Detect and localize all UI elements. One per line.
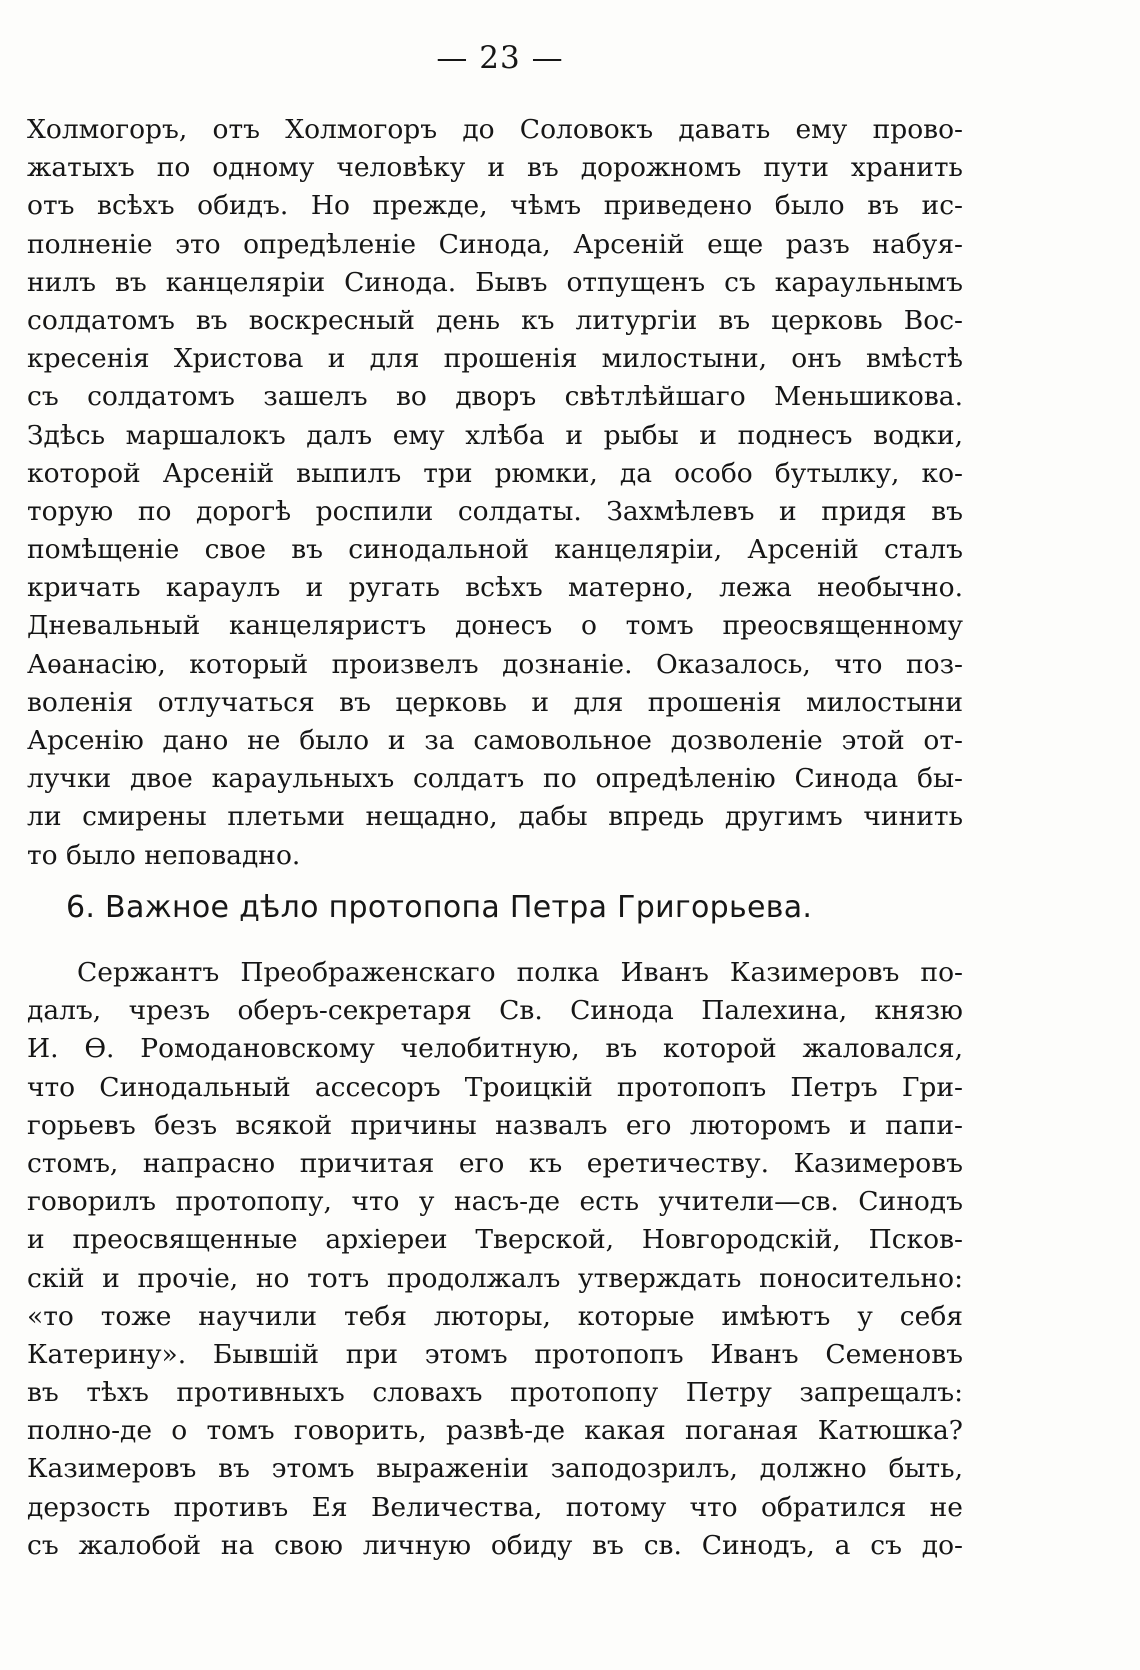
text-line: далъ, чрезъ оберъ-секретаря Св. Синода Палехина, князю xyxy=(27,995,963,1027)
text-line: которой Арсеній выпилъ три рюмки, да особо бутылку, ко- xyxy=(27,457,963,489)
text-line: нилъ въ канцеляріи Синода. Бывъ отпущенъ съ караульнымъ xyxy=(27,266,963,298)
text-line: скій и прочіе, но тотъ продолжалъ утверждать поносительно: xyxy=(27,1262,963,1294)
text-line: горьевъ безъ всякой причины назвалъ его люторомъ и папи- xyxy=(27,1109,963,1141)
text-line: Катерину». Бывшій при этомъ протопопъ Иванъ Семеновъ xyxy=(27,1338,963,1370)
text-line: съ солдатомъ зашелъ во дворъ свѣтлѣйшаго Меньшикова. xyxy=(27,381,963,413)
text-line: Арсенію дано не было и за самовольное дозволеніе этой от- xyxy=(27,725,963,756)
text-line: Холмогоръ, отъ Холмогоръ до Соловокъ давать ему прово- xyxy=(27,114,963,145)
text-line: съ жалобой на свою личную обиду въ св. Синодъ, а съ до- xyxy=(27,1529,963,1561)
text-line: отъ всѣхъ обидъ. Но прежде, чѣмъ приведено было въ ис- xyxy=(27,190,963,222)
text-line: жатыхъ по одному человѣку и въ дорожномъ пути хранить xyxy=(27,152,963,184)
text-line: Казимеровъ въ этомъ выраженіи заподозрилъ, должно быть, xyxy=(27,1453,963,1485)
text-line: И. Ѳ. Ромодановскому челобитную, въ которой жаловался, xyxy=(27,1033,963,1065)
text-line: лучки двое караульныхъ солдатъ по опредѣленію Синода бы- xyxy=(27,763,963,795)
text-line: въ тѣхъ противныхъ словахъ протопопу Петру запрещалъ: xyxy=(27,1377,963,1409)
text-line: кричать караулъ и ругать всѣхъ матерно, лежа необычно. xyxy=(27,572,963,604)
text-line: солдатомъ въ воскресный день къ литургіи въ церковь Вос- xyxy=(27,304,963,336)
text-line: Аѳанасію, который произвелъ дознаніе. Оказалось, что поз- xyxy=(27,648,963,680)
text-line: дерзость противъ Ея Величества, потому что обратился не xyxy=(27,1491,963,1523)
paragraph-2 xyxy=(27,954,963,1565)
text-line: то было неповадно. xyxy=(27,839,301,871)
text-line: торую по дорогѣ роспили солдаты. Захмѣлевъ и придя въ xyxy=(27,495,963,527)
text-line: помѣщеніе свое въ синодальной канцеляріи, Арсеній сталъ xyxy=(27,534,963,566)
text-line: Сержантъ Преображенскаго полка Иванъ Казимеровъ по- xyxy=(77,957,963,988)
text-line: Здѣсь маршалокъ далъ ему хлѣба и рыбы и поднесъ водки, xyxy=(27,419,963,451)
text-line: ли смирены плетьми нещадно, дабы впредь другимъ чинить xyxy=(27,801,963,833)
text-line: что Синодальный ассесоръ Троицкій протопопъ Петръ Гри- xyxy=(27,1071,963,1103)
text-line: полно-де о томъ говорить, развѣ-де какая поганая Катюшка? xyxy=(27,1415,963,1447)
text-line: и преосвященные архіереи Тверской, Новгородскій, Псков- xyxy=(27,1224,963,1256)
text-line: «то тоже научили тебя люторы, которые имѣютъ у себя xyxy=(27,1300,963,1332)
text-line: говорилъ протопопу, что у насъ-де есть учители—св. Синодъ xyxy=(27,1186,963,1218)
text-line: стомъ, напрасно причитая его къ еретичеству. Казимеровъ xyxy=(27,1147,963,1179)
text-line: воленія отлучаться въ церковь и для прошенія милостыни xyxy=(27,686,963,718)
text-line: кресенія Христова и для прошенія милостыни, онъ вмѣстѣ xyxy=(27,343,963,375)
text-line: полненіе это опредѣленіе Синода, Арсеній еще разъ набуя- xyxy=(27,228,963,260)
paragraph-1 xyxy=(27,111,963,875)
text-line: Дневальный канцеляристъ донесъ о томъ преосвященному xyxy=(27,610,963,642)
page-number: — 23 — xyxy=(436,40,564,76)
section-heading: 6. Важное дѣло протопопа Петра Григорьева. xyxy=(66,890,813,925)
